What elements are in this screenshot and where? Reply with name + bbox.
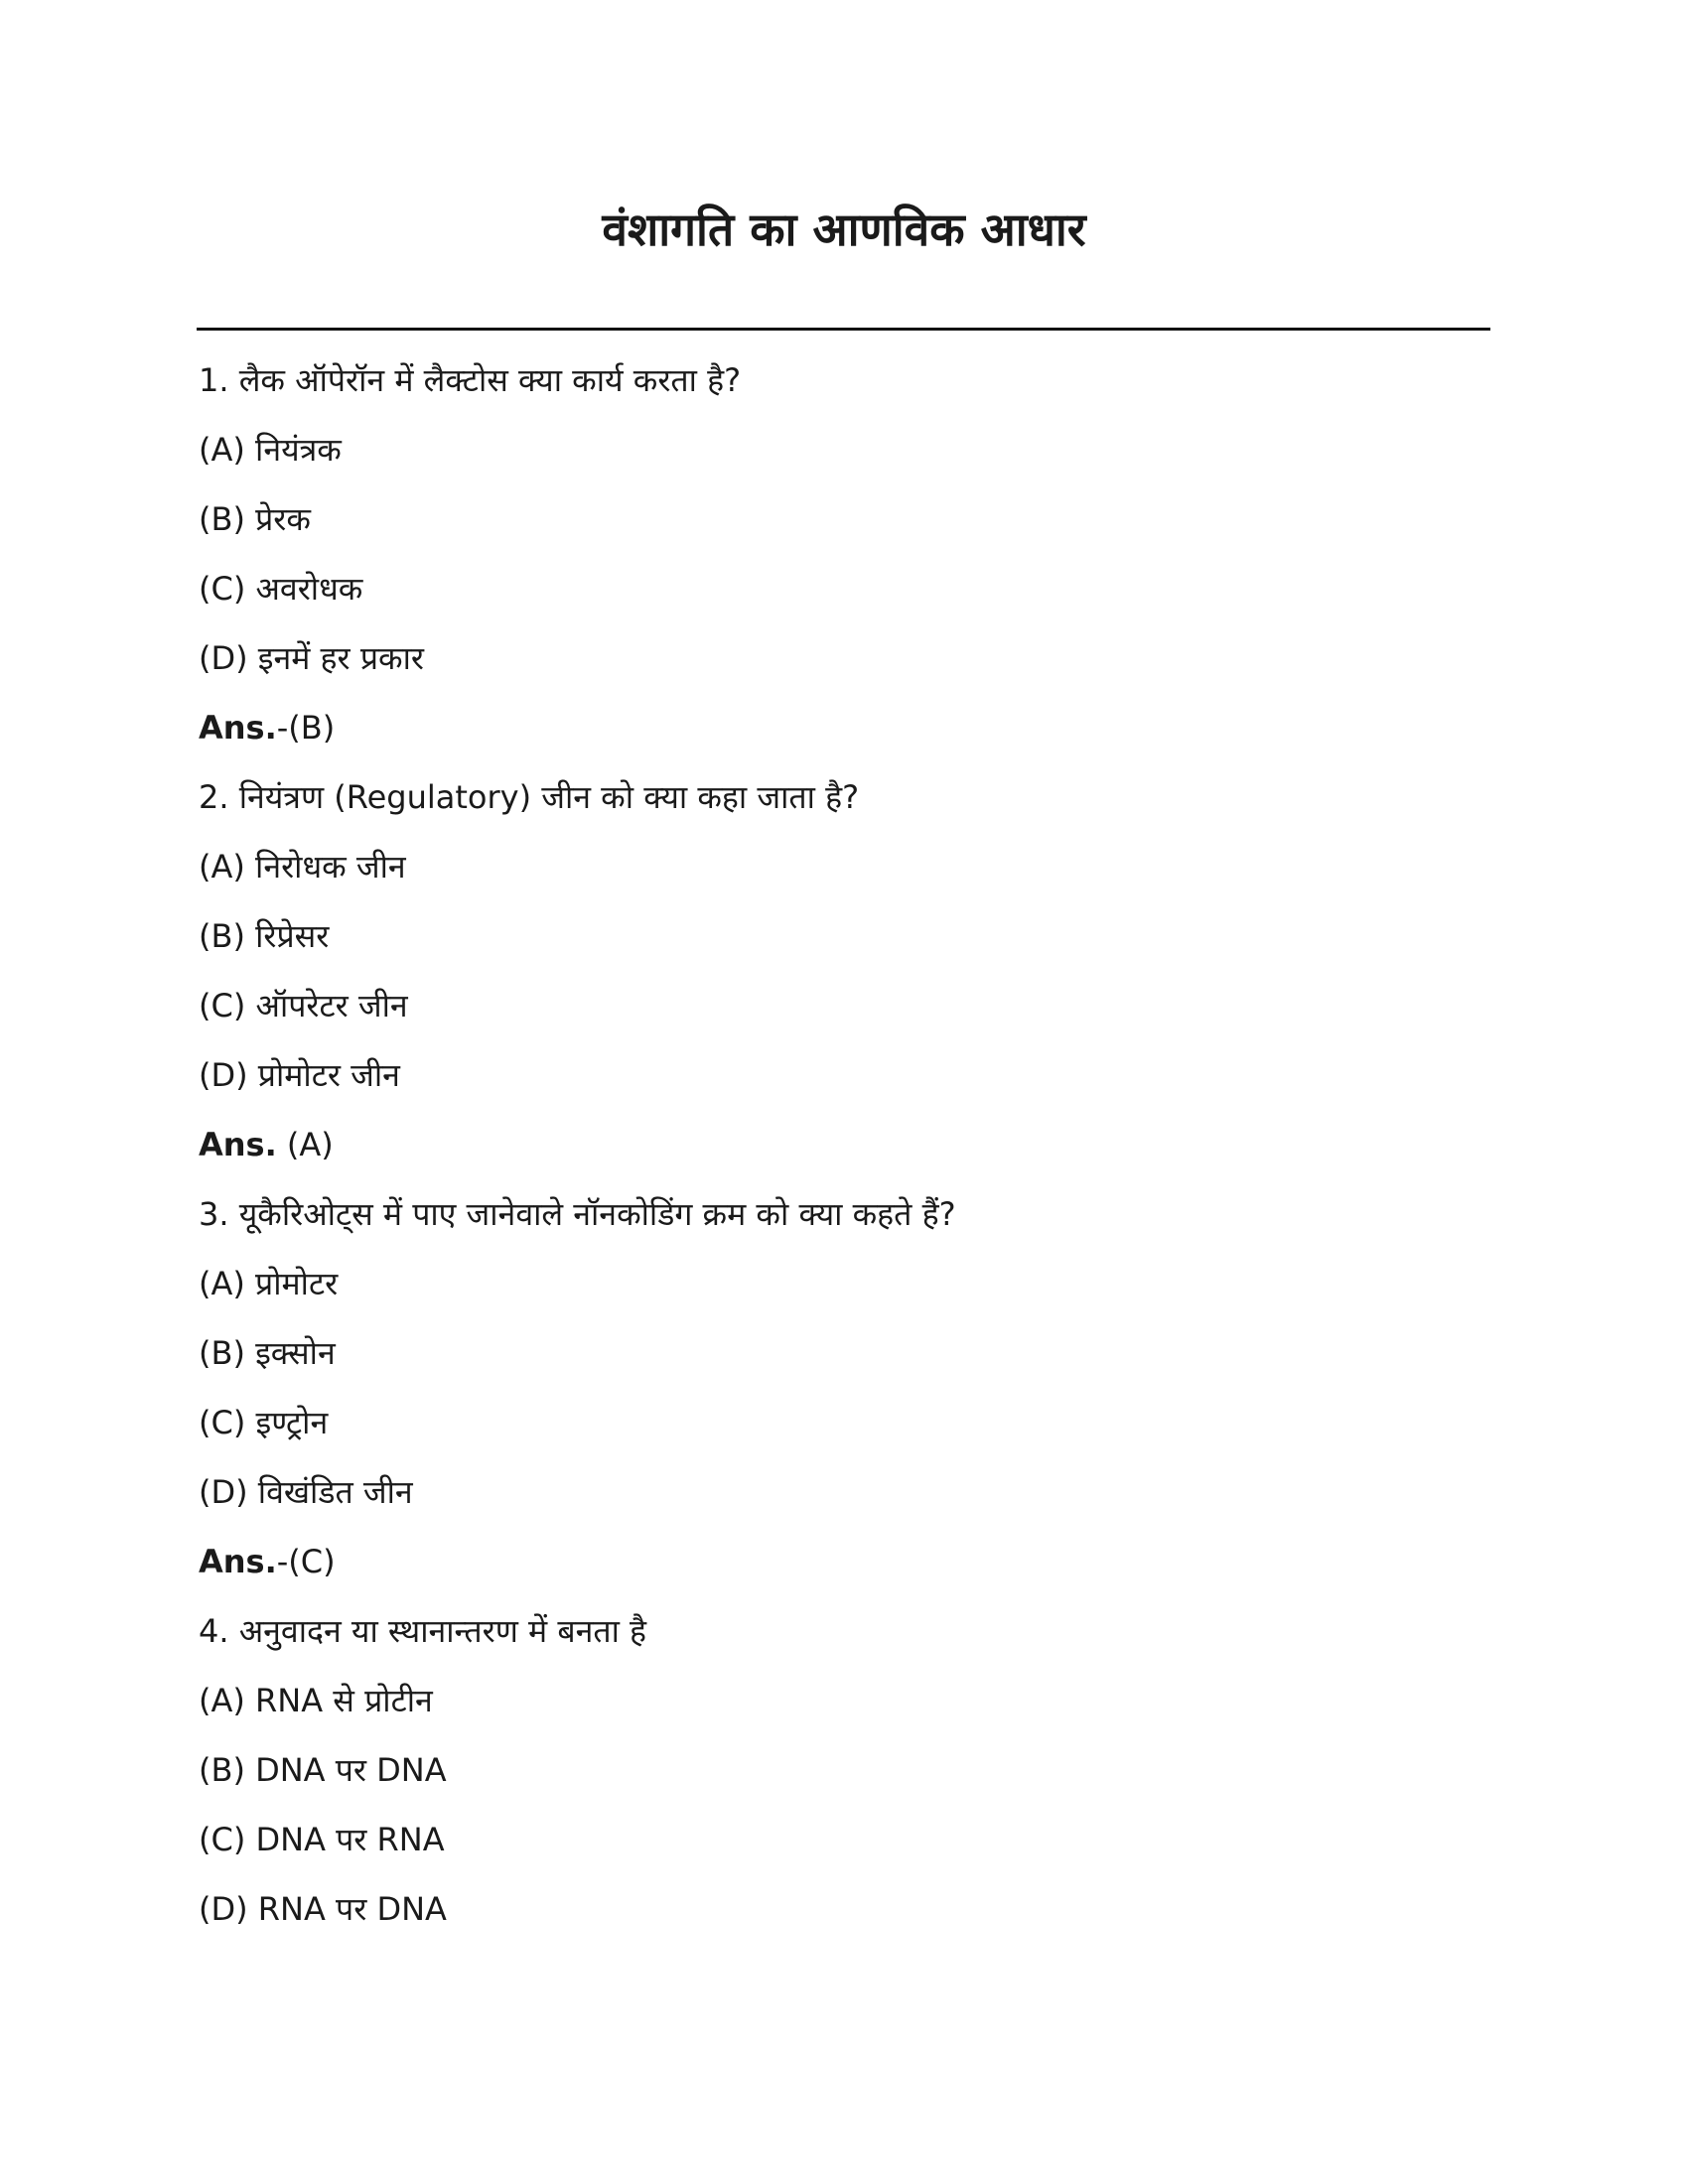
answer-label: Ans. <box>199 709 277 747</box>
option-b: (B) इक्सोन <box>199 1334 336 1372</box>
answer-line <box>199 1110 1489 1179</box>
option-b: (B) DNA पर DNA <box>199 1751 447 1789</box>
question-block <box>199 345 1489 762</box>
answer-value: -(B) <box>276 709 336 747</box>
answer-label: Ans. <box>199 1126 277 1163</box>
question-text: 1. लैक ऑपेरॉन में लैक्टोस क्या कार्य करता है? <box>199 361 742 399</box>
answer-value: -(C) <box>276 1543 336 1580</box>
answer-value: (A) <box>276 1126 334 1163</box>
question-text: 3. यूकैरिओट्स में पाए जानेवाले नॉनकोडिंग क्रम को क्या कहते हैं? <box>199 1195 956 1233</box>
question-block <box>199 1596 1489 1944</box>
option-d: (D) विखंडित जीन <box>199 1473 413 1511</box>
option-d: (D) RNA पर DNA <box>199 1890 447 1928</box>
option-a: (A) RNA से प्रोटीन <box>199 1682 433 1719</box>
option-a: (A) नियंत्रक <box>199 431 342 469</box>
answer-label: Ans. <box>199 1543 277 1580</box>
option-b: (B) रिप्रेसर <box>199 917 330 955</box>
page-title: वंशागति का आणविक आधार <box>602 203 1086 256</box>
option-a: (A) निरोधक जीन <box>199 848 406 886</box>
option-c: (C) अवरोधक <box>199 570 363 608</box>
question-block <box>199 762 1489 1179</box>
question-block <box>199 1179 1489 1596</box>
option-d: (D) इनमें हर प्रकार <box>199 639 424 677</box>
option-a: (A) प्रोमोटर <box>199 1265 339 1302</box>
title-divider <box>197 328 1490 331</box>
option-d: (D) प्रोमोटर जीन <box>199 1056 400 1094</box>
question-text: 2. नियंत्रण (Regulatory) जीन को क्या कहा जाता है? <box>199 778 860 816</box>
answer-line <box>199 693 1489 762</box>
answer-line <box>199 1527 1489 1596</box>
option-c: (C) DNA पर RNA <box>199 1821 445 1858</box>
question-list <box>199 345 1489 1944</box>
option-c: (C) इण्ट्रोन <box>199 1404 329 1441</box>
option-c: (C) ऑपरेटर जीन <box>199 987 408 1024</box>
question-text: 4. अनुवादन या स्थानान्तरण में बनता है <box>199 1612 647 1650</box>
option-b: (B) प्रेरक <box>199 500 311 538</box>
